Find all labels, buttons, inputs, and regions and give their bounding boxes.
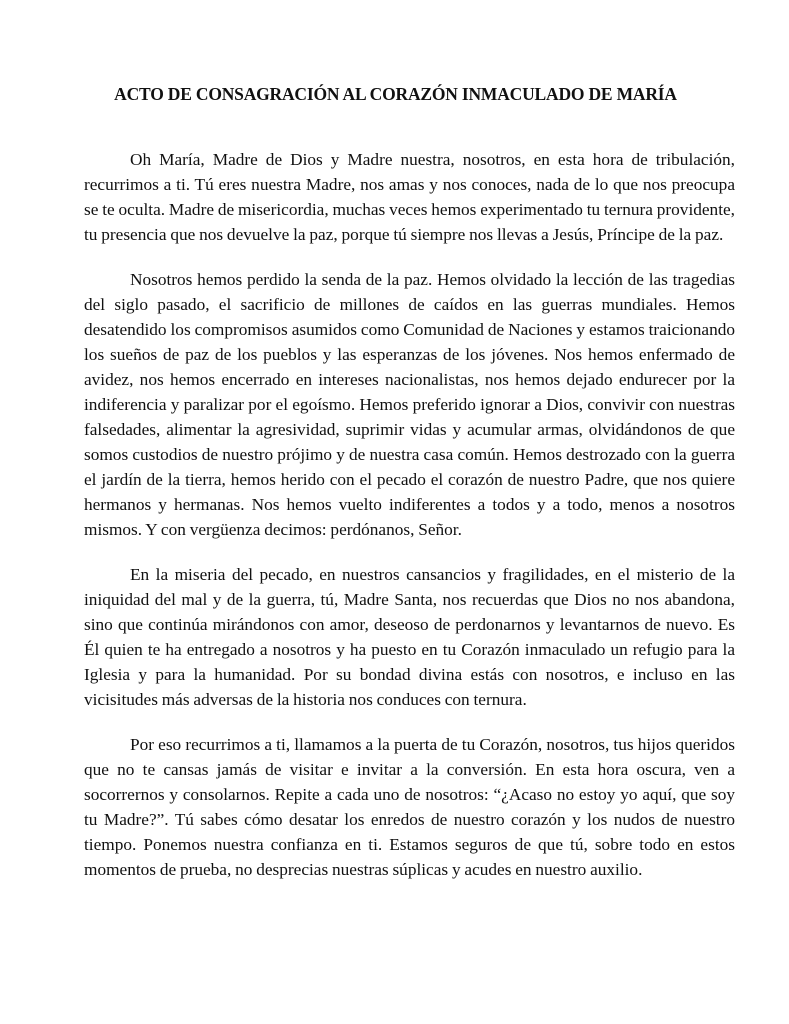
document-body <box>84 147 735 902</box>
paragraph-1: Oh María, Madre de Dios y Madre nuestra, nosotros, en esta hora de tribulación, recurrimos a ti. Tú eres nuestra Madre, nos amas y nos conoces, nada de lo que nos preocupa se te oculta. Madre de misericordia, muchas veces hemos experimentado tu ternura providente, tu presencia que nos devuelve la paz, porque tú siempre nos llevas a Jesús, Príncipe de la paz. <box>84 150 735 244</box>
paragraph-2: Nosotros hemos perdido la senda de la paz. Hemos olvidado la lección de las tragedias del siglo pasado, el sacrificio de millones de caídos en las guerras mundiales. Hemos desatendido los compromisos asumidos como Comunidad de Naciones y estamos traicionando los sueños de paz de los pueblos y las esperanzas de los jóvenes. Nos hemos enfermado de avidez, nos hemos encerrado en intereses nacionalistas, nos hemos dejado endurecer por la indiferencia y paralizar por el egoísmo. Hemos preferido ignorar a Dios, convivir con nuestras falsedades, alimentar la agresividad, suprimir vidas y acumular armas, olvidándonos de que somos custodios de nuestro prójimo y de nuestra casa común. Hemos destrozado con la guerra el jardín de la tierra, hemos herido con el pecado el corazón de nuestro Padre, que nos quiere hermanos y hermanas. Nos hemos vuelto indiferentes a todos y a todo, menos a nosotros mismos. Y con vergüenza decimos: perdónanos, Señor. <box>84 270 735 539</box>
paragraph-4: Por eso recurrimos a ti, llamamos a la puerta de tu Corazón, nosotros, tus hijos queridos que no te cansas jamás de visitar e invitar a la conversión. En esta hora oscura, ven a socorrernos y consolarnos. Repite a cada uno de nosotros: “¿Acaso no estoy yo aquí, que soy tu Madre?”. Tú sabes cómo desatar los enredos de nuestro corazón y los nudos de nuestro tiempo. Ponemos nuestra confianza en ti. Estamos seguros de que tú, sobre todo en estos momentos de prueba, no desprecias nuestras súplicas y acudes en nuestro auxilio. <box>84 735 735 879</box>
document-title: ACTO DE CONSAGRACIÓN AL CORAZÓN INMACULADO DE MARÍA <box>114 84 677 104</box>
paragraph-3: En la miseria del pecado, en nuestros cansancios y fragilidades, en el misterio de la iniquidad del mal y de la guerra, tú, Madre Santa, nos recuerdas que Dios no nos abandona, sino que continúa mirándonos con amor, deseoso de perdonarnos y levantarnos de nuevo. Es Él quien te ha entregado a nosotros y ha puesto en tu Corazón inmaculado un refugio para la Iglesia y para la humanidad. Por su bondad divina estás con nosotros, e incluso en las vicisitudes más adversas de la historia nos conduces con ternura. <box>84 565 735 709</box>
